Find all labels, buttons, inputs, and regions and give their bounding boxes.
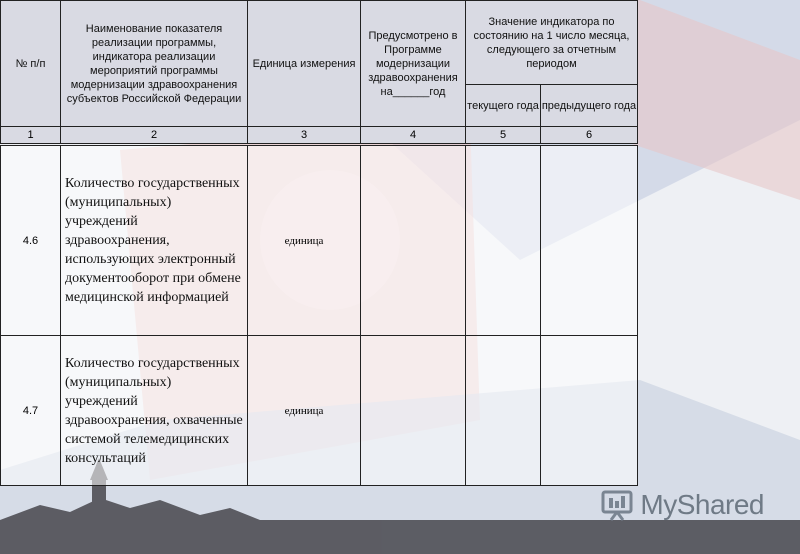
column-number-1: 1 — [1, 127, 61, 144]
myshared-logo — [600, 488, 764, 522]
indicator-header-table — [0, 0, 638, 144]
header-current-year: текущего года — [466, 85, 541, 127]
column-number-3: 3 — [248, 127, 361, 144]
column-number-6: 6 — [541, 127, 638, 144]
row-unit: единица — [248, 336, 361, 486]
header-indicator-value-column: Значение индикатора по состоянию на 1 число месяца, следующего за отчетным периодом — [466, 1, 638, 85]
table-row — [1, 146, 638, 336]
header-unit-column: Единица измерения — [248, 1, 361, 127]
header-name-column: Наименование показателя реализации программы, индикатора реализации мероприятий программы модернизации здравоохранения субъектов Российской Федерации — [61, 1, 248, 127]
column-number-2: 2 — [61, 127, 248, 144]
header-previous-year: предыдущего года — [541, 85, 638, 127]
row-planned-value — [361, 146, 466, 336]
row-previous-year-value — [541, 146, 638, 336]
row-current-year-value — [466, 146, 541, 336]
row-index: 4.6 — [1, 146, 61, 336]
indicator-body-table — [0, 145, 638, 486]
row-index: 4.7 — [1, 336, 61, 486]
column-number-4: 4 — [361, 127, 466, 144]
header-planned-column: Предусмотрено в Программе модернизации здравоохранения на______год — [361, 1, 466, 127]
header-number-column: № п/п — [1, 1, 61, 127]
row-planned-value — [361, 336, 466, 486]
row-unit: единица — [248, 146, 361, 336]
column-number-5: 5 — [466, 127, 541, 144]
row-indicator-name: Количество государственных (муниципальных) учреждений здравоохранения, охваченные системой телемедицинских консультаций — [61, 336, 248, 486]
table-row — [1, 336, 638, 486]
logo-text: MyShared — [640, 489, 764, 520]
row-current-year-value — [466, 336, 541, 486]
row-indicator-name: Количество государственных (муниципальных) учреждений здравоохранения, использующих электронный документооборот при обмене медицинской информацией — [61, 146, 248, 336]
row-previous-year-value — [541, 336, 638, 486]
presentation-board-icon — [600, 488, 634, 522]
